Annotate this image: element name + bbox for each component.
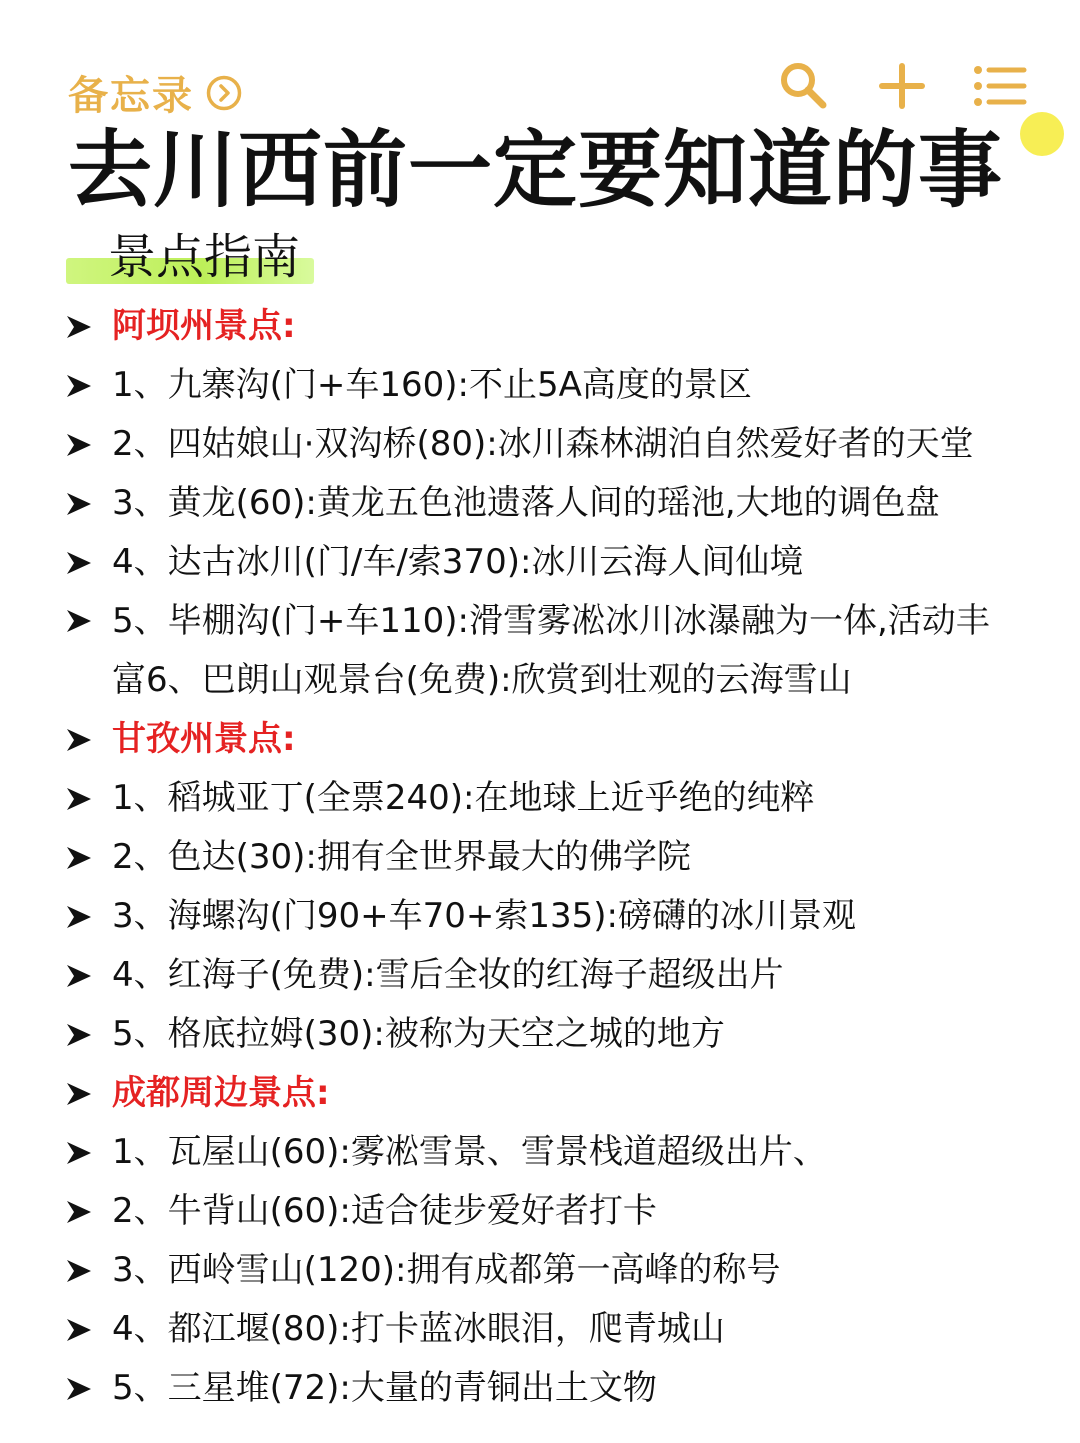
section-heading-text: 成都周边景点: (112, 1073, 330, 1113)
arrow-bullet-icon (64, 430, 94, 460)
top-bar (68, 58, 1028, 118)
subtitle-block (66, 218, 316, 290)
arrow-bullet-icon (64, 371, 94, 401)
list-item (64, 1123, 1024, 1182)
list-item-text: 3、黄龙(60):黄龙五色池遗落人间的瑶池,大地的调色盘 (112, 483, 940, 523)
toolbar-icons (776, 58, 1028, 114)
list-item (64, 1359, 1024, 1418)
list-item-text: 2、牛背山(60):适合徒步爱好者打卡 (112, 1191, 657, 1231)
section-heading (64, 297, 1024, 356)
section-heading (64, 1064, 1024, 1123)
arrow-bullet-icon (64, 1079, 94, 1109)
arrow-bullet-icon (64, 784, 94, 814)
list-icon[interactable] (972, 58, 1028, 114)
list-item (64, 946, 1024, 1005)
list-item-text: 3、西岭雪山(120):拥有成都第一高峰的称号 (112, 1250, 781, 1290)
back-to-notes-link[interactable] (68, 64, 242, 121)
list-item-text: 5、毕棚沟(门+车110):滑雪雾凇冰川冰瀑融为一体,活动丰富6、巴朗山观景台(免费):欣赏到壮观的云海雪山 (112, 601, 990, 700)
list-item (64, 769, 1024, 828)
list-item (64, 1300, 1024, 1359)
list-item-text: 3、海螺沟(门90+车70+索135):磅礴的冰川景观 (112, 896, 857, 936)
list-item-text: 5、格底拉姆(30):被称为天空之城的地方 (112, 1014, 725, 1054)
list-item (64, 415, 1024, 474)
section-heading (64, 710, 1024, 769)
list-item (64, 474, 1024, 533)
arrow-bullet-icon (64, 843, 94, 873)
decorative-dot (1020, 112, 1064, 156)
arrow-bullet-icon (64, 1374, 94, 1404)
back-label: 备忘录 (68, 73, 194, 119)
list-item (64, 828, 1024, 887)
section-heading-text: 阿坝州景点: (112, 306, 296, 346)
arrow-bullet-icon (64, 961, 94, 991)
list-item-text: 4、红海子(免费):雪后全妆的红海子超级出片 (112, 955, 784, 995)
list-item (64, 533, 1024, 592)
arrow-bullet-icon (64, 1256, 94, 1286)
list-item-text: 1、九寨沟(门+车160):不止5A高度的景区 (112, 365, 752, 405)
page-title: 去川西前一定要知道的事 (68, 121, 1004, 219)
arrow-bullet-icon (64, 548, 94, 578)
attraction-list (64, 297, 1024, 1418)
list-item (64, 887, 1024, 946)
section-heading-text: 甘孜州景点: (112, 719, 296, 759)
list-item (64, 1182, 1024, 1241)
arrow-bullet-icon (64, 902, 94, 932)
list-item-text: 2、四姑娘山·双沟桥(80):冰川森林湖泊自然爱好者的天堂 (112, 424, 974, 464)
arrow-bullet-icon (64, 489, 94, 519)
list-item-text: 4、都江堰(80):打卡蓝冰眼泪，爬青城山 (112, 1309, 725, 1349)
search-icon[interactable] (776, 58, 832, 114)
subtitle: 景点指南 (108, 229, 301, 285)
arrow-bullet-icon (64, 1138, 94, 1168)
list-item-text: 5、三星堆(72):大量的青铜出土文物 (112, 1368, 657, 1408)
list-item (64, 356, 1024, 415)
arrow-bullet-icon (64, 1020, 94, 1050)
arrow-bullet-icon (64, 1197, 94, 1227)
list-item (64, 1005, 1024, 1064)
arrow-bullet-icon (64, 1315, 94, 1345)
list-item (64, 1241, 1024, 1300)
plus-icon[interactable] (874, 58, 930, 114)
list-item-text: 1、瓦屋山(60):雾凇雪景、雪景栈道超级出片、 (112, 1132, 827, 1172)
circle-chevron-right-icon (206, 75, 242, 111)
list-item-text: 1、稻城亚丁(全票240):在地球上近乎绝的纯粹 (112, 778, 815, 818)
list-item-text: 4、达古冰川(门/车/索370):冰川云海人间仙境 (112, 542, 804, 582)
list-item-text: 2、色达(30):拥有全世界最大的佛学院 (112, 837, 691, 877)
arrow-bullet-icon (64, 725, 94, 755)
arrow-bullet-icon (64, 606, 94, 636)
list-item (64, 592, 1024, 710)
arrow-bullet-icon (64, 312, 94, 342)
